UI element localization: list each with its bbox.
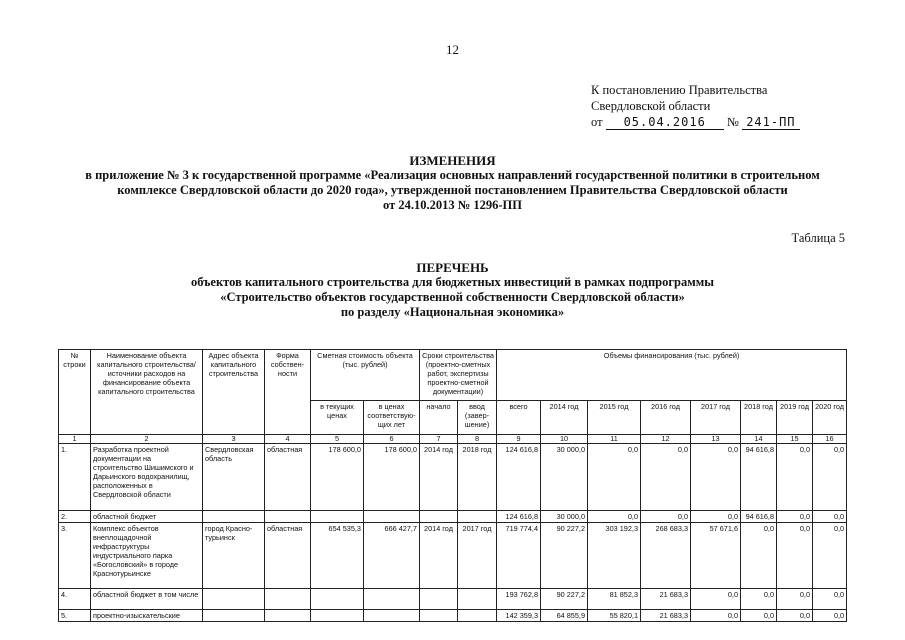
- cell-no: 2.: [59, 511, 91, 523]
- column-number: 14: [741, 435, 777, 444]
- cell-name: Комплекс объектов внеплощадочной инфраструктуры индустриального парка «Богословский» в городе Краснотурьинске: [91, 523, 203, 589]
- cell-y2020: 0,0: [813, 589, 847, 610]
- cell-ownership: [265, 589, 311, 610]
- cell-y2018: 0,0: [741, 610, 777, 622]
- cell-y2018: 94 616,8: [741, 511, 777, 523]
- column-number: 4: [265, 435, 311, 444]
- header-estimate-base: в ценах соответствую-щих лет: [364, 401, 420, 435]
- cell-y2019: 0,0: [777, 523, 813, 589]
- table-row: [59, 444, 847, 511]
- changes-heading: [40, 153, 865, 213]
- header-ownership: Форма собствен-ности: [265, 350, 311, 435]
- cell-name: областной бюджет: [91, 511, 203, 523]
- header-2016: 2016 год: [641, 401, 691, 435]
- header-2019: 2019 год: [777, 401, 813, 435]
- cell-y2016: 21 683,3: [641, 610, 691, 622]
- cell-est-base: 178 600,0: [364, 444, 420, 511]
- column-number: 3: [203, 435, 265, 444]
- column-number: 6: [364, 435, 420, 444]
- header-2015: 2015 год: [588, 401, 641, 435]
- changes-title: ИЗМЕНЕНИЯ: [409, 153, 496, 168]
- cell-y2019: 0,0: [777, 511, 813, 523]
- approval-date-line: [591, 114, 800, 130]
- cell-y2020: 0,0: [813, 523, 847, 589]
- cell-end: 2017 год: [458, 523, 497, 589]
- cell-no: 1.: [59, 444, 91, 511]
- cell-y2018: 0,0: [741, 523, 777, 589]
- cell-y2020: 0,0: [813, 511, 847, 523]
- cell-name: проектно-изыскательские: [91, 610, 203, 622]
- cell-y2014: 90 227,2: [541, 589, 588, 610]
- cell-no: 5.: [59, 610, 91, 622]
- date-prefix: от: [591, 115, 603, 129]
- cell-y2019: 0,0: [777, 610, 813, 622]
- cell-y2016: 0,0: [641, 511, 691, 523]
- cell-y2015: 81 852,3: [588, 589, 641, 610]
- header-2014: 2014 год: [541, 401, 588, 435]
- header-total: всего: [497, 401, 541, 435]
- number-prefix: №: [726, 115, 739, 129]
- cell-start: 2014 год: [420, 444, 458, 511]
- table-row: [59, 610, 847, 622]
- column-number: 8: [458, 435, 497, 444]
- table-row: [59, 511, 847, 523]
- cell-end: [458, 511, 497, 523]
- header-row-no: № строки: [59, 350, 91, 435]
- changes-line-2: комплексе Свердловской области до 2020 года», утвержденной постановлением Правительства Свердловской области: [117, 183, 788, 197]
- cell-y2017: 57 671,6: [691, 523, 741, 589]
- column-number: 16: [813, 435, 847, 444]
- cell-address: Свердловская область: [203, 444, 265, 511]
- cell-y2015: 55 820,1: [588, 610, 641, 622]
- cell-y2020: 0,0: [813, 444, 847, 511]
- cell-start: [420, 589, 458, 610]
- list-heading: [40, 260, 865, 320]
- approval-line-1: К постановлению Правительства: [591, 83, 768, 97]
- header-estimate-current: в текущих ценах: [311, 401, 364, 435]
- column-number: 5: [311, 435, 364, 444]
- column-number: 13: [691, 435, 741, 444]
- cell-est-base: [364, 511, 420, 523]
- cell-total: 124 616,8: [497, 444, 541, 511]
- cell-est-current: 654 535,3: [311, 523, 364, 589]
- table-row: [59, 589, 847, 610]
- approval-line-2: Свердловской области: [591, 99, 711, 113]
- header-2017: 2017 год: [691, 401, 741, 435]
- cell-total: 719 774,4: [497, 523, 541, 589]
- column-number: 7: [420, 435, 458, 444]
- cell-end: [458, 589, 497, 610]
- cell-no: 4.: [59, 589, 91, 610]
- cell-y2015: 0,0: [588, 511, 641, 523]
- column-number: 9: [497, 435, 541, 444]
- cell-y2018: 0,0: [741, 589, 777, 610]
- cell-total: 193 762,8: [497, 589, 541, 610]
- cell-address: город Красно-турьинск: [203, 523, 265, 589]
- cell-address: [203, 610, 265, 622]
- cell-y2019: 0,0: [777, 589, 813, 610]
- cell-est-current: 178 600,0: [311, 444, 364, 511]
- cell-y2014: 90 227,2: [541, 523, 588, 589]
- cell-est-base: [364, 589, 420, 610]
- cell-est-base: [364, 610, 420, 622]
- cell-y2017: 0,0: [691, 610, 741, 622]
- cell-total: 142 359,3: [497, 610, 541, 622]
- cell-est-base: 666 427,7: [364, 523, 420, 589]
- header-row-1: [59, 350, 847, 401]
- changes-line-3: от 24.10.2013 № 1296-ПП: [382, 198, 523, 212]
- header-terms-end: ввод (завер-шение): [458, 401, 497, 435]
- approval-date: 05.04.2016: [606, 115, 724, 130]
- cell-y2016: 21 683,3: [641, 589, 691, 610]
- cell-address: [203, 589, 265, 610]
- cell-y2015: 303 192,3: [588, 523, 641, 589]
- cell-name: Разработка проектной документации на строительство Шишимского и Дарьинского водохранилищ, расположенных в Свердловской области: [91, 444, 203, 511]
- cell-ownership: [265, 610, 311, 622]
- cell-ownership: областная: [265, 444, 311, 511]
- list-line-2: «Строительство объектов государственной собственности Свердловской области»: [220, 290, 685, 304]
- cell-y2019: 0,0: [777, 444, 813, 511]
- table-label: Таблица 5: [791, 231, 845, 245]
- cell-end: [458, 610, 497, 622]
- column-number: 1: [59, 435, 91, 444]
- column-number: 10: [541, 435, 588, 444]
- cell-y2018: 94 616,8: [741, 444, 777, 511]
- changes-line-1: в приложение № 3 к государственной программе «Реализация основных направлений государственной политики в строительном: [85, 168, 820, 182]
- cell-ownership: областная: [265, 523, 311, 589]
- cell-y2014: 64 855,9: [541, 610, 588, 622]
- list-title: ПЕРЕЧЕНЬ: [416, 260, 489, 275]
- header-terms: Сроки строительства (проектно-сметных работ, экспертизы проектно-сметной документации): [420, 350, 497, 401]
- cell-y2017: 0,0: [691, 444, 741, 511]
- cell-total: 124 616,8: [497, 511, 541, 523]
- header-terms-start: начало: [420, 401, 458, 435]
- column-number: 15: [777, 435, 813, 444]
- column-number: 11: [588, 435, 641, 444]
- cell-y2017: 0,0: [691, 589, 741, 610]
- cell-start: [420, 610, 458, 622]
- header-2018: 2018 год: [741, 401, 777, 435]
- column-number: 2: [91, 435, 203, 444]
- cell-y2017: 0,0: [691, 511, 741, 523]
- list-line-3: по разделу «Национальная экономика»: [340, 305, 565, 319]
- list-line-1: объектов капитального строительства для бюджетных инвестиций в рамках подпрограммы: [190, 275, 715, 289]
- approval-block: [591, 82, 800, 130]
- cell-start: 2014 год: [420, 523, 458, 589]
- cell-y2020: 0,0: [813, 610, 847, 622]
- cell-address: [203, 511, 265, 523]
- header-address: Адрес объекта капитального строительства: [203, 350, 265, 435]
- cell-y2016: 268 683,3: [641, 523, 691, 589]
- cell-no: 3.: [59, 523, 91, 589]
- cell-est-current: [311, 589, 364, 610]
- cell-y2015: 0,0: [588, 444, 641, 511]
- cell-name: областной бюджет в том числе: [91, 589, 203, 610]
- cell-end: 2018 год: [458, 444, 497, 511]
- page-number: 12: [446, 42, 459, 57]
- header-name: Наименование объекта капитального строительства/ источники расходов на финансирование объекта капитального строительства: [91, 350, 203, 435]
- cell-y2014: 30 000,0: [541, 444, 588, 511]
- approval-number: 241-ПП: [742, 115, 800, 130]
- cell-est-current: [311, 511, 364, 523]
- column-numbers-row: [59, 435, 847, 444]
- column-number: 12: [641, 435, 691, 444]
- table-row: [59, 523, 847, 589]
- cell-y2016: 0,0: [641, 444, 691, 511]
- cell-ownership: [265, 511, 311, 523]
- objects-table: [58, 349, 847, 622]
- header-2020: 2020 год: [813, 401, 847, 435]
- header-estimate: Сметная стоимость объекта (тыс. рублей): [311, 350, 420, 401]
- header-financing: Объемы финансирования (тыс. рублей): [497, 350, 847, 401]
- cell-start: [420, 511, 458, 523]
- cell-est-current: [311, 610, 364, 622]
- cell-y2014: 30 000,0: [541, 511, 588, 523]
